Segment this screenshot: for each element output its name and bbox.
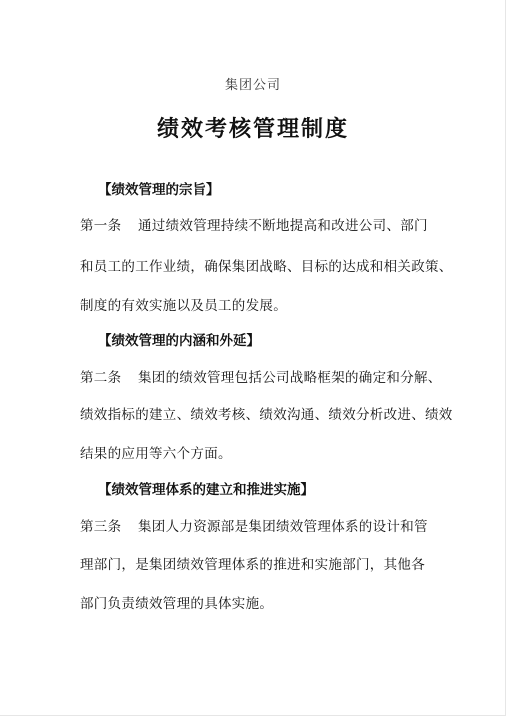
article-number: 第一条	[80, 218, 122, 234]
paragraph-line: 和员工的工作业绩，确保集团战略、目标的达成和相关政策、	[80, 259, 453, 275]
article-number: 第二条	[80, 370, 122, 386]
section-heading-purpose: 【绩效管理的宗旨】	[98, 182, 220, 198]
paragraph-text: 通过绩效管理持续不断地提高和改进公司、部门	[138, 218, 428, 234]
paragraph-line	[80, 515, 428, 535]
paragraph-line: 绩效指标的建立、绩效考核、绩效沟通、绩效分析改进、绩效	[80, 407, 453, 423]
paragraph-text: 集团的绩效管理包括公司战略框架的确定和分解、	[138, 370, 442, 386]
article-number: 第三条	[80, 519, 122, 535]
document-title: 绩效考核管理制度	[156, 116, 349, 142]
section-heading-system: 【绩效管理体系的建立和推进实施】	[98, 482, 314, 498]
paragraph-line	[80, 366, 442, 386]
paragraph-line: 部门负责绩效管理的具体实施。	[80, 596, 274, 612]
paragraph-line: 结果的应用等六个方面。	[80, 446, 232, 462]
paragraph-text: 集团人力资源部是集团绩效管理体系的设计和管	[138, 519, 428, 535]
company-name: 集团公司	[224, 78, 281, 93]
paragraph-line: 理部门，是集团绩效管理体系的推进和实施部门，其他各	[80, 557, 425, 573]
section-heading-scope: 【绩效管理的内涵和外延】	[98, 333, 260, 349]
paragraph-line: 制度的有效实施以及员工的发展。	[80, 298, 287, 314]
paragraph-line	[80, 214, 428, 234]
